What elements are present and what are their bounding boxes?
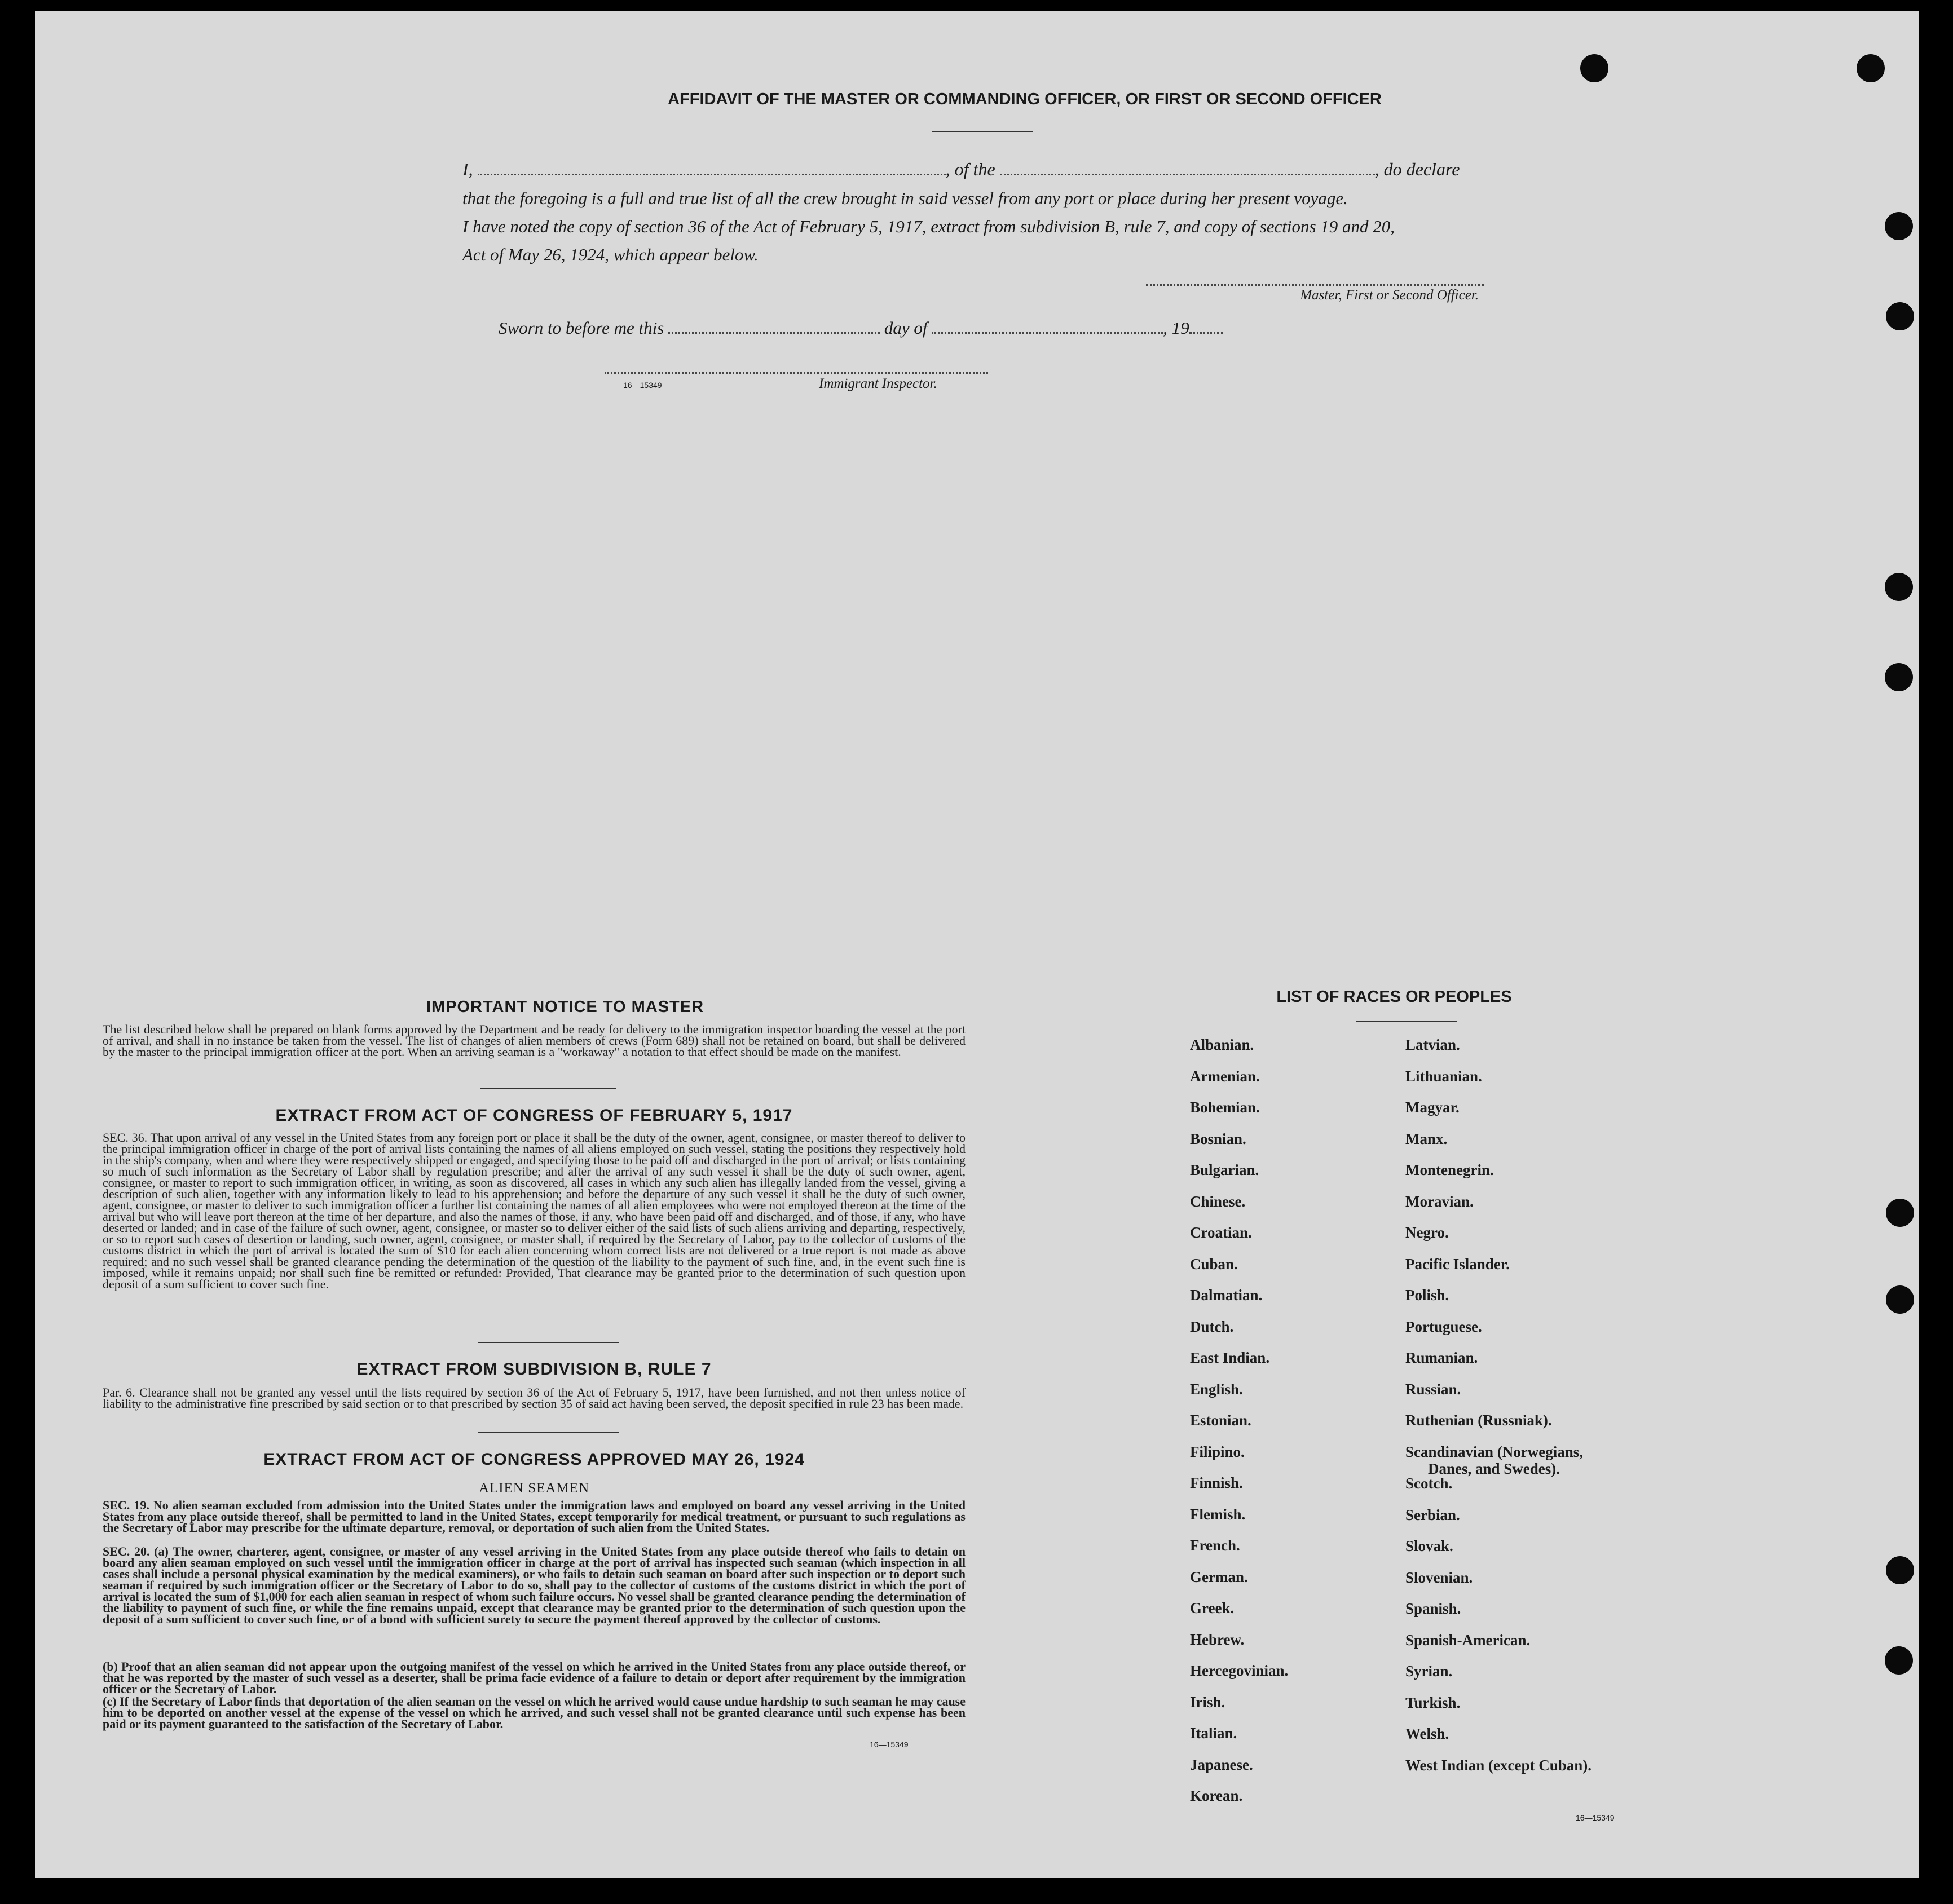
day-of-label: day of [884,318,928,338]
vessel-name-field[interactable] [1000,162,1375,175]
race-item: Albanian. [1190,1036,1254,1053]
race-item: Negro. [1405,1224,1449,1241]
punch-hole [1885,573,1913,601]
affidavit-title: AFFIDAVIT OF THE MASTER OR COMMANDING OFFICER, OR FIRST OR SECOND OFFICER [668,90,1382,108]
extract-1917-body: SEC. 36. That upon arrival of any vessel in the United States from any foreign port or place it shall be the duty of the owner, agent, consignee, or master thereof to deliver to the principal immigration officer in charge of the port of arrival lists containing the names of all aliens employed on such vessel, stating the positions they respectively hold in the ship's company, when and where they were respectively shipped or engaged, and specifying those to be paid off and discharged in the port of arrival; or lists containing so much of such information as the Secretary of Labor shall by regulation prescribe; and after the arrival of any such vessel it shall be the duty of such owner, agent, consignee, or master to report to such immigration officer, in writing, as soon as discovered, all cases in which any such alien has illegally landed from the vessel, giving a description of such alien, together with any information likely to lead to his apprehension; and before the departure of any such vessel it shall be the duty of such owner, agent, consignee, or master to deliver to such immigration officer a further list containing the names of all alien employees who were not employed thereon at the time of the arrival but who will leave port thereon at the time of her departure, and also the names of those, if any, who have been paid off and discharged, and of those, if any, who have deserted or landed; and in case of the failure of such owner, agent, consignee, or master so to deliver either of the said lists of such aliens arriving and departing, respectively, or so to report such cases of desertion or landing, such owner, agent, consignee, or master shall, if required by the Secretary of Labor, pay to the collector of customs of the customs district in which the port of arrival is located the sum of $10 for each alien concerning whom correct lists are not delivered or a true report is not made as above required; and no such vessel shall be granted clearance pending the determination of the question of the liability to the payment of such fine, and, in the event such fine is imposed, while it remains unpaid; nor shall such fine be remitted or refunded: Provided, That clearance may be granted prior to the determination of such question upon deposit of a sum sufficient to cover such fine. [103,1130,966,1291]
race-item: Dutch. [1190,1318,1234,1335]
declaration-line-2: that the foregoing is a full and true list of all the crew brought in said vessel from any port or place during her present voyage. [462,188,1348,208]
extract-1924-sec20a: SEC. 20. (a) The owner, charterer, agent, consignee, or master of any vessel arriving in the United States from any place outside thereof who fails to detain on board any alien seaman employed on such vessel until the immigration officer in charge at the port of arrival has inspected such seaman (which inspection in all cases shall include a personal physical examination by the medical examiners), or who fails to detain such seaman on board after such inspection or to deport such seaman if required by such immigration officer or the Secretary of Labor to do so, shall pay to the collector of customs of the customs district in which the port of arrival is located the sum of $1,000 for each alien seaman in respect of whom such failure occurs. No vessel shall be granted clearance pending the determination of the liability to payment of such fine, or while the fine remains unpaid, except that clearance may be granted prior to the determination of such question upon the deposit of a sum sufficient to cover such fine, or of a bond with sufficient surety to secure the payment thereof approved by the collector of customs. [103,1544,966,1626]
race-item: Hercegovinian. [1190,1662,1289,1679]
title-rule [932,131,1033,132]
races-title: LIST OF RACES OR PEOPLES [1276,988,1512,1006]
race-item: Filipino. [1190,1443,1245,1460]
race-item: Portuguese. [1405,1318,1482,1335]
race-item: German. [1190,1569,1248,1585]
race-item: Manx. [1405,1130,1448,1147]
punch-hole [1885,1646,1913,1675]
affidavit-form-number: 16—15349 [623,381,662,390]
rule7-title: EXTRACT FROM SUBDIVISION B, RULE 7 [356,1360,712,1379]
year-prefix: , 19 [1163,318,1189,338]
race-item: Korean. [1190,1787,1243,1804]
section-rule [480,1088,616,1089]
extract-1924-subtitle: ALIEN SEAMEN [478,1481,589,1496]
extract-1917-title: EXTRACT FROM ACT OF CONGRESS OF FEBRUARY 5, 1917 [275,1106,793,1125]
race-item: Rumanian. [1405,1349,1478,1366]
punch-hole [1886,1199,1914,1227]
punch-hole [1886,1556,1914,1584]
sworn-day-field[interactable] [668,321,880,334]
punch-hole [1885,212,1913,240]
punch-hole [1857,54,1885,82]
race-item: East Indian. [1190,1349,1270,1366]
race-item: Dalmatian. [1190,1287,1263,1304]
sworn-month-field[interactable] [932,321,1163,334]
declarant-name-field[interactable] [478,162,946,175]
race-item: Japanese. [1190,1756,1253,1773]
rule7-body: Par. 6. Clearance shall not be granted any vessel until the lists required by section 36 of the Act of February 5, 1917, have been furnished, and not then unless notice of liability to the administrative fine prescribed by said section or to that prescribed by section 35 of said act having been served, the deposit specified in rule 23 has been made. [103,1385,966,1411]
race-item: Chinese. [1190,1193,1246,1210]
race-item: Polish. [1405,1287,1449,1304]
declarant-prefix: I, [462,159,473,179]
punch-hole [1886,1285,1914,1314]
race-item: Bulgarian. [1190,1161,1259,1178]
inspector-label: Immigrant Inspector. [819,376,937,391]
race-item: Croatian. [1190,1224,1252,1241]
race-item: Moravian. [1405,1193,1474,1210]
form-sheet [35,11,1919,1878]
race-item: Scandinavian (Norwegians, [1405,1443,1584,1460]
extract-1924-sec19: SEC. 19. No alien seaman excluded from admission into the United States under the immigration laws and employed on board any vessel arriving in the United States from any place outside thereof, shall be permitted to land in the United States, except temporarily for medical treatment, or pursuant to such regulations as the Secretary of Labor may prescribe for the ultimate departure, removal, or deportation of such alien from the United States. [103,1498,966,1535]
race-item: Bosnian. [1190,1130,1246,1147]
race-item: Serbian. [1405,1507,1460,1523]
race-item: West Indian (except Cuban). [1405,1757,1592,1774]
race-item: Greek. [1190,1600,1235,1616]
race-item: Welsh. [1405,1725,1449,1742]
race-item: Slovak. [1405,1538,1453,1554]
section-rule [478,1432,619,1433]
race-item: Armenian. [1190,1068,1260,1085]
race-item: Cuban. [1190,1256,1238,1273]
race-item: Montenegrin. [1405,1161,1494,1178]
master-signature-field[interactable] [1146,284,1484,286]
race-item: Syrian. [1405,1663,1453,1680]
race-item: French. [1190,1537,1240,1554]
race-item: Finnish. [1190,1474,1243,1491]
race-item: English. [1190,1381,1243,1398]
of-the-text: , of the [945,159,995,179]
sworn-year-field[interactable] [1189,321,1223,334]
sworn-label: Sworn to before me this [499,318,664,338]
race-item: Spanish. [1405,1600,1461,1617]
master-signature-label: Master, First or Second Officer. [1300,288,1479,303]
declaration-line-1 [462,159,1551,180]
punch-hole [1886,302,1914,330]
extract-form-number: 16—15349 [870,1740,909,1749]
notice-title: IMPORTANT NOTICE TO MASTER [426,998,704,1016]
race-item: Latvian. [1405,1036,1460,1053]
declaration-line-3: I have noted the copy of section 36 of the Act of February 5, 1917, extract from subdivision B, rule 7, and copy of sections 19 and 20, [462,217,1395,236]
race-item: Irish. [1190,1694,1225,1711]
do-declare-text: , do declare [1374,159,1460,179]
extract-1924-sec20b: (b) Proof that an alien seaman did not appear upon the outgoing manifest of the vessel on which he arrived in the United States from any place outside thereof, or that he was reported by the master of such vessel as a deserter, shall be prima facie evidence of a failure to detain or deport after requirement by the immigration officer or the Secretary of Labor. [103,1659,966,1696]
section-rule [478,1342,619,1343]
race-item: Slovenian. [1405,1569,1473,1586]
notice-body: The list described below shall be prepared on blank forms approved by the Department and be ready for delivery to the immigration inspector boarding the vessel at the port of arrival, and shall in no instance be taken from the vessel. The list of changes of alien members of crews (Form 689) shall not be retained on board, but shall be delivered by the master to the principal immigration officer at the port. When an arriving seaman is a "workaway" a notation to that effect should be made on the manifest. [103,1022,966,1059]
race-item: Pacific Islander. [1405,1256,1510,1273]
race-item: Magyar. [1405,1099,1460,1116]
race-item: Hebrew. [1190,1631,1245,1648]
extract-1924-title: EXTRACT FROM ACT OF CONGRESS APPROVED MAY 26, 1924 [263,1450,805,1469]
race-item: Estonian. [1190,1412,1251,1429]
races-title-rule [1356,1021,1457,1022]
punch-hole [1885,663,1913,691]
race-item: Scotch. [1405,1475,1453,1492]
inspector-signature-field[interactable] [605,372,988,374]
punch-hole [1580,54,1608,82]
races-form-number: 16—15349 [1576,1813,1615,1822]
race-item: Ruthenian (Russniak). [1405,1412,1552,1429]
race-item: Lithuanian. [1405,1068,1482,1085]
race-item: Danes, and Swedes). [1428,1460,1560,1477]
race-item: Russian. [1405,1381,1461,1398]
race-item: Bohemian. [1190,1099,1260,1116]
sworn-line [499,318,1223,338]
race-item: Turkish. [1405,1694,1461,1711]
race-item: Italian. [1190,1725,1237,1742]
race-item: Spanish-American. [1405,1632,1531,1649]
declaration-line-4: Act of May 26, 1924, which appear below. [462,245,759,264]
race-item: Flemish. [1190,1506,1246,1523]
extract-1924-sec20c: (c) If the Secretary of Labor finds that deportation of the alien seaman on the vessel on which he arrived would cause undue hardship to such seaman he may cause him to be deported on another vessel at the expense of the vessel on which he arrived, and such vessel shall not be granted clearance until such expense has been paid or its payment guaranteed to the satisfaction of the Secretary of Labor. [103,1694,966,1731]
